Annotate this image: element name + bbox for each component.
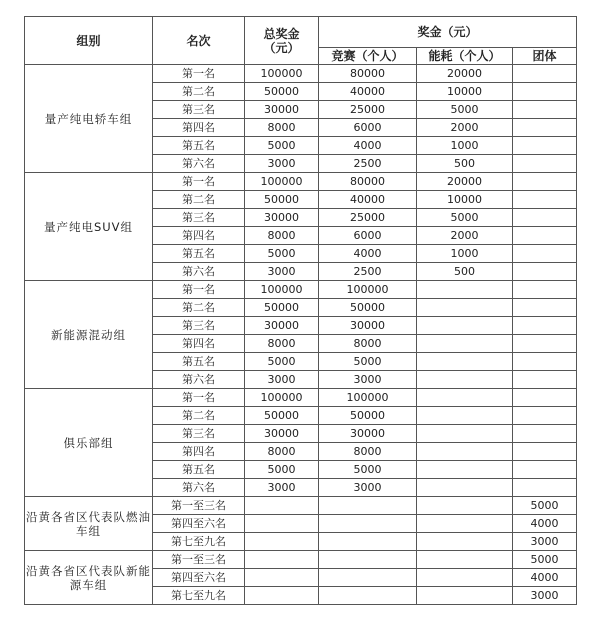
header-group: 组别 (25, 17, 153, 65)
rank-cell: 第一名 (153, 65, 245, 83)
energy-cell: 2000 (417, 119, 513, 137)
total-cell: 8000 (245, 335, 319, 353)
rank-cell: 第一名 (153, 389, 245, 407)
race-cell: 2500 (319, 155, 417, 173)
total-cell: 3000 (245, 155, 319, 173)
team-cell (513, 425, 577, 443)
table-row (25, 497, 577, 515)
race-cell: 4000 (319, 137, 417, 155)
rank-cell: 第一至三名 (153, 551, 245, 569)
total-cell: 50000 (245, 83, 319, 101)
race-cell: 5000 (319, 461, 417, 479)
energy-cell: 5000 (417, 101, 513, 119)
team-cell (513, 299, 577, 317)
race-cell (319, 533, 417, 551)
team-cell (513, 101, 577, 119)
race-cell: 80000 (319, 65, 417, 83)
rank-cell: 第四名 (153, 335, 245, 353)
energy-cell: 2000 (417, 227, 513, 245)
table-row (25, 173, 577, 191)
table-body (25, 65, 577, 605)
table-row (25, 65, 577, 83)
energy-cell (417, 587, 513, 605)
rank-cell: 第二名 (153, 407, 245, 425)
total-cell: 30000 (245, 101, 319, 119)
team-cell: 3000 (513, 587, 577, 605)
energy-cell (417, 533, 513, 551)
race-cell: 25000 (319, 209, 417, 227)
energy-cell (417, 569, 513, 587)
team-cell (513, 209, 577, 227)
total-cell: 50000 (245, 299, 319, 317)
header-total (245, 17, 319, 65)
energy-cell (417, 551, 513, 569)
group-name-cell: 量产纯电SUV组 (25, 173, 153, 281)
race-cell (319, 587, 417, 605)
race-cell (319, 515, 417, 533)
team-cell (513, 281, 577, 299)
team-cell (513, 479, 577, 497)
total-cell: 100000 (245, 389, 319, 407)
total-cell (245, 515, 319, 533)
race-cell: 2500 (319, 263, 417, 281)
race-cell: 40000 (319, 83, 417, 101)
total-cell: 5000 (245, 461, 319, 479)
rank-cell: 第六名 (153, 371, 245, 389)
team-cell (513, 461, 577, 479)
total-cell: 3000 (245, 263, 319, 281)
team-cell (513, 353, 577, 371)
race-cell: 25000 (319, 101, 417, 119)
group-name-cell: 量产纯电轿车组 (25, 65, 153, 173)
rank-cell: 第三名 (153, 425, 245, 443)
rank-cell: 第三名 (153, 209, 245, 227)
rank-cell: 第二名 (153, 299, 245, 317)
energy-cell: 10000 (417, 83, 513, 101)
race-cell: 8000 (319, 443, 417, 461)
total-cell: 8000 (245, 443, 319, 461)
group-name-cell: 沿黄各省区代表队新能源车组 (25, 551, 153, 605)
race-cell: 3000 (319, 479, 417, 497)
group-name-cell: 俱乐部组 (25, 389, 153, 497)
rank-cell: 第一名 (153, 173, 245, 191)
energy-cell (417, 389, 513, 407)
team-cell (513, 227, 577, 245)
team-cell (513, 317, 577, 335)
total-cell (245, 587, 319, 605)
rank-cell: 第四名 (153, 443, 245, 461)
header-team: 团体 (513, 48, 577, 65)
header-race: 竞赛（个人） (319, 48, 417, 65)
race-cell (319, 497, 417, 515)
race-cell: 100000 (319, 389, 417, 407)
rank-cell: 第五名 (153, 461, 245, 479)
team-cell (513, 335, 577, 353)
energy-cell (417, 407, 513, 425)
rank-cell: 第四名 (153, 119, 245, 137)
energy-cell (417, 497, 513, 515)
header-total-line2: （元） (263, 40, 300, 55)
total-cell: 5000 (245, 245, 319, 263)
rank-cell: 第五名 (153, 245, 245, 263)
energy-cell: 500 (417, 263, 513, 281)
table-row (25, 389, 577, 407)
rank-cell: 第一名 (153, 281, 245, 299)
race-cell: 5000 (319, 353, 417, 371)
race-cell: 8000 (319, 335, 417, 353)
race-cell: 4000 (319, 245, 417, 263)
table-row (25, 551, 577, 569)
rank-cell: 第三名 (153, 101, 245, 119)
total-cell: 8000 (245, 119, 319, 137)
energy-cell: 5000 (417, 209, 513, 227)
energy-cell (417, 335, 513, 353)
team-cell (513, 155, 577, 173)
energy-cell (417, 479, 513, 497)
team-cell: 5000 (513, 551, 577, 569)
team-cell (513, 191, 577, 209)
race-cell: 50000 (319, 407, 417, 425)
rank-cell: 第五名 (153, 353, 245, 371)
total-cell: 100000 (245, 65, 319, 83)
header-prize: 奖金（元） (319, 17, 577, 48)
rank-cell: 第四至六名 (153, 569, 245, 587)
race-cell: 80000 (319, 173, 417, 191)
energy-cell: 10000 (417, 191, 513, 209)
total-cell (245, 497, 319, 515)
energy-cell: 20000 (417, 173, 513, 191)
energy-cell (417, 425, 513, 443)
energy-cell: 1000 (417, 245, 513, 263)
group-name-cell: 沿黄各省区代表队燃油车组 (25, 497, 153, 551)
rank-cell: 第六名 (153, 479, 245, 497)
rank-cell: 第二名 (153, 191, 245, 209)
race-cell: 6000 (319, 227, 417, 245)
header-total-line1: 总奖金 (263, 26, 300, 41)
energy-cell: 1000 (417, 137, 513, 155)
rank-cell: 第一至三名 (153, 497, 245, 515)
race-cell (319, 569, 417, 587)
prize-table (24, 16, 577, 605)
energy-cell (417, 461, 513, 479)
total-cell: 5000 (245, 353, 319, 371)
team-cell: 4000 (513, 569, 577, 587)
team-cell (513, 119, 577, 137)
total-cell: 100000 (245, 173, 319, 191)
rank-cell: 第七至九名 (153, 587, 245, 605)
rank-cell: 第二名 (153, 83, 245, 101)
total-cell: 50000 (245, 191, 319, 209)
group-name-cell: 新能源混动组 (25, 281, 153, 389)
team-cell (513, 407, 577, 425)
total-cell (245, 569, 319, 587)
race-cell: 3000 (319, 371, 417, 389)
energy-cell (417, 353, 513, 371)
total-cell (245, 551, 319, 569)
total-cell: 5000 (245, 137, 319, 155)
rank-cell: 第六名 (153, 263, 245, 281)
team-cell (513, 173, 577, 191)
total-cell: 8000 (245, 227, 319, 245)
energy-cell: 20000 (417, 65, 513, 83)
team-cell (513, 443, 577, 461)
total-cell: 30000 (245, 425, 319, 443)
header-energy: 能耗（个人） (417, 48, 513, 65)
energy-cell (417, 281, 513, 299)
team-cell (513, 389, 577, 407)
rank-cell: 第三名 (153, 317, 245, 335)
race-cell: 6000 (319, 119, 417, 137)
team-cell (513, 137, 577, 155)
rank-cell: 第四名 (153, 227, 245, 245)
energy-cell (417, 317, 513, 335)
team-cell: 3000 (513, 533, 577, 551)
energy-cell: 500 (417, 155, 513, 173)
rank-cell: 第六名 (153, 155, 245, 173)
energy-cell (417, 371, 513, 389)
rank-cell: 第四至六名 (153, 515, 245, 533)
total-cell: 100000 (245, 281, 319, 299)
race-cell (319, 551, 417, 569)
energy-cell (417, 443, 513, 461)
team-cell: 5000 (513, 497, 577, 515)
energy-cell (417, 299, 513, 317)
race-cell: 30000 (319, 317, 417, 335)
total-cell: 50000 (245, 407, 319, 425)
header-rank: 名次 (153, 17, 245, 65)
rank-cell: 第七至九名 (153, 533, 245, 551)
team-cell (513, 263, 577, 281)
team-cell: 4000 (513, 515, 577, 533)
team-cell (513, 371, 577, 389)
total-cell: 30000 (245, 317, 319, 335)
team-cell (513, 83, 577, 101)
total-cell: 3000 (245, 371, 319, 389)
rank-cell: 第五名 (153, 137, 245, 155)
team-cell (513, 65, 577, 83)
race-cell: 30000 (319, 425, 417, 443)
table-row (25, 281, 577, 299)
energy-cell (417, 515, 513, 533)
race-cell: 50000 (319, 299, 417, 317)
race-cell: 100000 (319, 281, 417, 299)
team-cell (513, 245, 577, 263)
total-cell: 30000 (245, 209, 319, 227)
total-cell (245, 533, 319, 551)
total-cell: 3000 (245, 479, 319, 497)
race-cell: 40000 (319, 191, 417, 209)
